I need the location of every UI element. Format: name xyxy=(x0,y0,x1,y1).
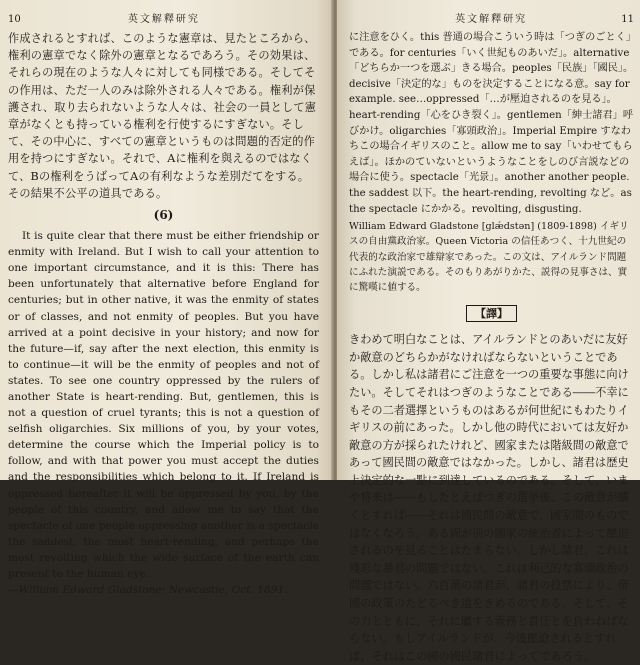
left-page-number: 10 xyxy=(8,14,21,25)
right-page-number: 11 xyxy=(621,14,634,25)
vocabulary-notes: に注意をひく。this 普通の場合こういう時は「つぎのごとく」である。for centuries「いく世紀ものあいだ」。alternative 「どちらか一つを選ぶ」きる場合。peoples「民族」「國民」。decisive「決定的な」ものを決定することになる意。say for example. see…oppressed「…が壓迫されるのを見る」。heart-rending「心をひき裂く」。gentlemen「紳士諸君」呼びかけ。oligarchies「寡頭政治」。Imperial Empire すなわちこの場合イギリスのこと。allow me to say「いわせてもらえば」。ほかのていないというようなことをしのび言説などの場合に使う。spectacle「光景」。another another people. the saddest 以下。the heart-rending, revolting など。as the spectacle にかかる。revolting, disgusting. xyxy=(349,32,634,215)
source-attribution: —William Edward Gladstone: Newcastle, Oct. 1891. xyxy=(8,584,288,597)
left-book-title: 英文解釋研究 xyxy=(127,14,200,25)
english-passage-text: It is quite clear that there must be either friendship or enmity with Ireland. But I wish to call your attention to one important circumstance, and it is this: There has been unfortunately that alternative before England for centuries; but in other native, it was the enmity of states or of classes, and not enmity of peoples. But you have arrived at a point decisive in your history; and now for the future—if, say after the next election, this enmity is to continue—it will be the enmity of peoples and not of states. To see one country oppressed by the rulers of another State is heart-rending. But, gentlemen, this is not a question of cruel tyrants; this is not a question of selfish oligarchies. Six millions of you, by your votes, determine the course which the Imperial policy is to follow, and with that power you must accept the duties and the responsibilities which belong to it. If Ireland is oppressed hereafter it will be oppressed by you, by the people of this country, and allow me to say that the spectacle of one people oppressing another is a spectacle the saddest, the most heart-rending, and perhaps the most revolting which the wide surface of the earth can present to the human eye. xyxy=(8,230,319,580)
right-page xyxy=(337,0,640,663)
translation-label: 【譯】 xyxy=(466,305,517,322)
right-book-title: 英文解釋研究 xyxy=(455,14,528,25)
author-bio: William Edward Gladstone [glǽdstən] (1809-1898) イギリスの自由黨政治家。Queen Victoria の信任あつく、十九世紀の代表的な政治家で雄辯家であった。この文は、アイルランド問題にふれた演説である。そのもりあがりかた、説得の見事さは、實に驚嘆に値する。 xyxy=(349,221,629,293)
left-running-head xyxy=(8,10,319,24)
section-number: (6) xyxy=(153,208,174,223)
translation-heading xyxy=(349,305,634,321)
japanese-translation: きわめて明白なことは、アイルランドとのあいだに友好か敵意のどちらかがなければならないということである。しかし私は諸君にご注意を一つの重要な事態に向けたい。そしてそれはつぎのようなことである――不幸にもその二者選擇というものはあるが何世紀にもわたりイギリスの前にあった。しかし他の時代においては友好か敵意の方が採られたけれど、國家または階級間の敵意であって國民間の敵意ではなかった。しかし、諸君は歴史上決定的な一點に到達しているのである。そして、いまや将来は――もしたとえばつぎの選挙後、この敵意が續くとすれば――それは國民間の敵意で、國家間のものではなくなろう。ある國が別の國家の統治者によって壓迫されるのを見ることはたまらない。しかし諸君、これは殘忍な暴君の問題ではない。これは利己的な寡頭政治の問題ではない。六百萬の諸君が、諸君の投票により、帝國の政策のたどるべき道をきめるのである。そして、その力とともに、それに屬する義務と責任とを負わねばならない。もしアイルランドが、今後壓迫されるとすれば、それはこの國の國民諸君によってであろう。 xyxy=(349,333,629,663)
left-japanese-paragraph: 作成されるとすれば、このような憲章は、見たところから、権利の憲章でなく除外の憲章となるであろう。その効果は、それらの現在のような人々に対しても同様である。そしてその作用は、ただ一人のみは除外される人々である。権利が保護され、取り去られないような人々は、社会の一員として憲章がなくとも持っている権利を行使するにすぎない。そして、その中心に、すべての憲章というものは問題的否定的作用を持つにすぎない。それで、Aに権利を與えるのではなくて、Bの権利をうばってAの有利なような差別だてをする。その結果不公平の道具である。 xyxy=(8,32,317,200)
left-page xyxy=(0,0,333,597)
english-passage xyxy=(8,228,319,582)
right-running-head xyxy=(349,10,634,24)
